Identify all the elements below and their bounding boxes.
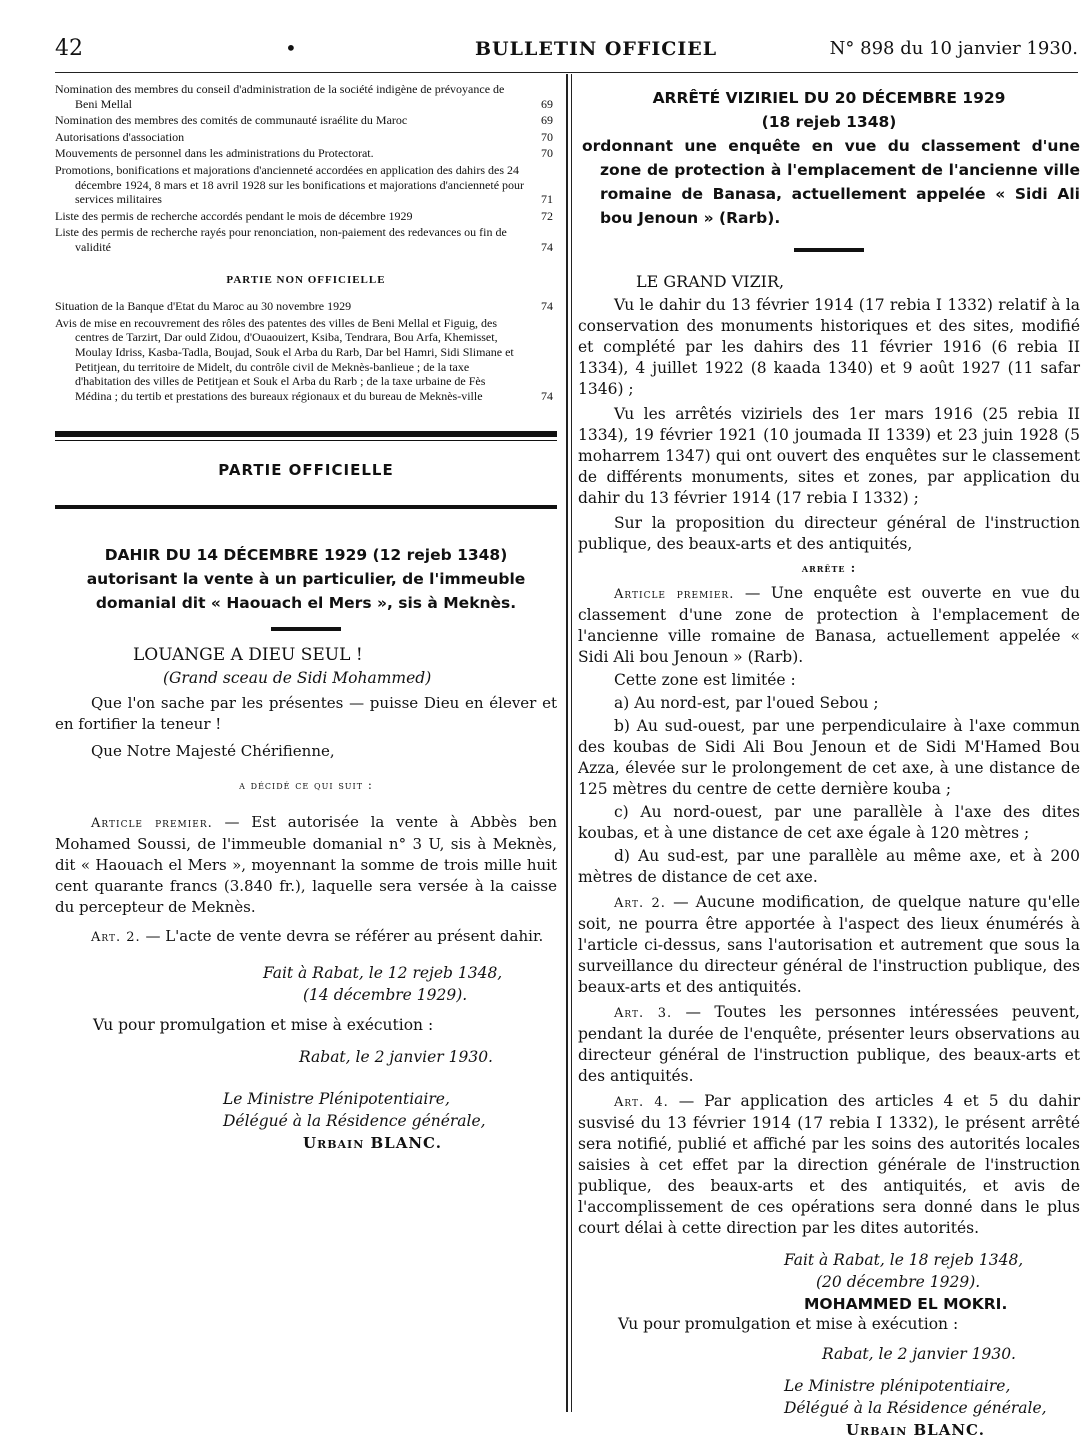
header-bullet: • [285,36,297,60]
toc-item-text: Promotions, bonifications et majorations d'ancienneté accordées en application des dahirs des 24 décembre 1924, 8 mars et 18 avril 1928 sur les bonifications et majorations d'ancienneté pour services militaires [55,162,525,207]
column-divider-thin [571,74,572,1412]
toc-item [55,299,557,314]
toc-item-page: 74 [541,388,553,403]
dahir-paragraph: Que l'on sache par les présentes — puisse Dieu en élever et en fortifier la teneur ! [55,694,557,734]
promulgation: Vu pour promulgation et mise à exécution : [93,1016,434,1035]
dahir-article-1 [55,812,557,918]
toc-item [55,225,557,254]
minister-title: Le Ministre plénipotentiaire, [784,1377,1011,1395]
toc-item-text: Mouvements de personnel dans les administrations du Protectorat. [55,146,374,161]
dahir-article [55,543,557,1152]
decide-heading: a décidé ce qui suit : [239,778,373,793]
arrete-paragraph: Vu le dahir du 13 février 1914 (17 rebia I 1332) relatif à la conservation des monuments historiques et des sites, modifié et complété par les dahirs des 11 février 1916 (6 rebia II 1334), 4 juillet 1922 (8 kaada 1340) et 9 août 1927 (11 safar 1346) ; [578,296,1080,398]
left-column [55,82,557,1152]
grand-vizir: LE GRAND VIZIR, [636,272,785,291]
arrete-heading: arrête : [801,561,857,575]
limit-a: a) Au nord-est, par l'oued Sebou ; [614,694,879,712]
sceau: (Grand sceau de Sidi Mohammed) [163,669,432,688]
publication-title: BULLETIN OFFICIEL [475,38,718,60]
arrete-article-2 [578,892,1080,998]
header-rule [55,72,1078,73]
toc-item-page: 70 [541,129,553,144]
table-of-contents [55,82,557,403]
signature-place: Fait à Rabat, le 18 rejeb 1348, [784,1251,1024,1269]
arrete-article-1 [578,583,1080,668]
minister-role: Délégué à la Résidence générale, [223,1112,486,1131]
arrete-article-4 [578,1091,1080,1239]
page-header [55,36,1078,70]
toc-item [55,146,557,161]
toc-item-page: 72 [541,208,553,223]
toc-item-text: Nomination des membres des comités de communauté israélite du Maroc [55,113,408,128]
minister-name: Urbain BLANC. [303,1134,442,1153]
zone-limits: Cette zone est limitée : [614,671,796,689]
dahir-title: DAHIR DU 14 DÉCEMBRE 1929 (12 rejeb 1348) [104,546,508,565]
right-column [578,86,1080,1439]
dahir-subtitle: autorisant la vente à un particulier, de l'immeuble domanial dit « Haouach el Mers », sis à Meknès. [86,570,526,613]
article-label: Art. 2. [614,896,666,911]
arrete-paragraph: Sur la proposition du directeur général de l'instruction publique, des beaux-arts et des antiquités, [578,514,1080,553]
article-text: — Par application des articles 4 et 5 du dahir susvisé du 13 février 1914 (17 rebia I 1332), le présent arrêté sera notifié, publié et affiché par les soins des autorités locales saisies à cet effet par la direction générale de l'instruction publique, des beaux-arts et des antiquités, et avis de l'accomplissement de ces opérations sera donné dans le plus court délai à cette direction par les dites autorités. [578,1092,1080,1237]
toc-item [55,113,557,128]
toc-item-page: 70 [541,146,553,161]
non-official-heading: PARTIE NON OFFICIELLE [226,273,386,286]
dahir-article-2 [55,926,557,948]
minister-name: Urbain BLANC. [846,1421,985,1439]
article-label: Article premier. [614,587,735,602]
toc-item-text: Liste des permis de recherche accordés pendant le mois de décembre 1929 [55,208,413,223]
arrete-date-hijri: (18 rejeb 1348) [761,113,897,131]
toc-item [55,163,557,207]
article-text: — Toutes les personnes intéressées peuvent, pendant la durée de l'enquête, présenter leurs observations au directeur général de l'instruction publique, des beaux-arts et des antiquités. [578,1003,1080,1085]
toc-item-page: 74 [541,239,553,254]
title-separator [794,248,864,252]
louange: LOUANGE A DIEU SEUL ! [133,645,363,666]
arrete-article-3 [578,1002,1080,1087]
limit-b: b) Au sud-ouest, par une perpendiculaire à l'axe commun des koubas de Sidi Ali Bou Jenoun et de Sidi M'Hamed Bou Azza, élevée sur le prolongement de cet axe, à une distance de 125 mètres du centre de cette dernière kouba ; [578,717,1080,798]
toc-item-text: Liste des permis de recherche rayés pour renonciation, non-paiement des redevances ou fin de validité [55,225,507,254]
toc-item [55,209,557,224]
minister-title: Le Ministre Plénipotentiaire, [223,1090,450,1109]
promulgation-date: Rabat, le 2 janvier 1930. [299,1048,493,1067]
signature-date: (20 décembre 1929). [816,1273,981,1291]
section-rule [55,505,557,509]
dahir-paragraph: Que Notre Majesté Chérifienne, [91,742,335,761]
article-text: — Aucune modification, de quelque nature qu'elle soit, ne pourra être apportée à l'aspect des lieux énumérés à l'article ci-dessus, sans l'autorisation et autrement que sous la surveillance du directeur général de l'instruction publique, des beaux-arts et des antiquités. [578,893,1080,996]
toc-item-text: Avis de mise en recouvrement des rôles des patentes des villes de Beni Mellal et Figuig, des centres de Tarzirt, Dar ould Zidou, d'Ouaouizert, Ksiba, Tendrara, Bou Arfa, Khemisset, Moulay Idriss, Kasba-Tadla, Boujad, Souk el Arba du Rarb, Dar bel Hamri, Sidi Slimane et Petitjean, du territoire de Midelt, du contrôle civil de Meknès-banlieue ; de la taxe d'habitation des villes de Petitjean et Souk el Arba du Rarb ; de la taxe urbaine de Fès Médina ; du tertib et prestations des bureaux régionaux et du bureau de Meknès-ville [55,315,514,403]
article-text: — L'acte de vente devra se référer au présent dahir. [140,927,544,946]
title-separator [271,627,341,631]
limit-c: c) Au nord-ouest, par une parallèle à l'axe des dites koubas, et à une distance de cet axe égale à 120 mètres ; [578,803,1080,842]
arrete-title: ARRÊTÉ VIZIRIEL DU 20 DÉCEMBRE 1929 [652,89,1006,107]
toc-item-page: 69 [541,113,553,128]
signature-place: Fait à Rabat, le 12 rejeb 1348, [263,964,503,983]
minister-role: Délégué à la Résidence générale, [784,1399,1047,1417]
article-text: — Est autorisée la vente à Abbès ben Mohamed Soussi, de l'immeuble domanial n° 3 U, sis à Meknès, dit « Haouach el Mers », moyennant la somme de trois mille huit cent quarante francs (3.840 fr.), laquelle sera versée à la caisse du percepteur de Meknès. [55,813,557,917]
article-label: Art. 3. [614,1006,673,1021]
column-divider [566,74,568,1412]
section-rule-thick [55,431,557,437]
signer-name: MOHAMMED EL MOKRI. [804,1295,1008,1313]
section-rule-thin [55,440,557,441]
article-text: — Une enquête est ouverte en vue du classement d'une zone de protection à l'emplacement de l'ancienne ville romaine de Banasa, actuellement appelée « Sidi Ali bou Jenoun » (Rarb). [578,584,1080,666]
section-heading: PARTIE OFFICIELLE [218,461,394,480]
toc-item [55,130,557,145]
article-label: Article premier. [91,816,213,832]
toc-item [55,316,557,404]
article-label: Art. 2. [91,930,141,946]
promulgation-date: Rabat, le 2 janvier 1930. [822,1345,1016,1363]
issue-number: N° 898 du 10 janvier 1930. [829,38,1078,59]
toc-item-page: 74 [541,299,553,314]
limit-d: d) Au sud-est, par une parallèle au même axe, et à 200 mètres de distance de cet axe. [578,847,1080,886]
arrete-subtitle: ordonnant une enquête en vue du classement d'une zone de protection à l'emplacement de l'ancienne ville romaine de Banasa, actuellement appelée « Sidi Ali bou Jenoun » (Rarb). [582,137,1080,227]
toc-item-text: Autorisations d'association [55,129,185,144]
toc-item [55,82,557,111]
article-label: Art. 4. [614,1095,669,1110]
toc-item-page: 69 [541,96,553,111]
arrete-paragraph: Vu les arrêtés viziriels des 1er mars 1916 (25 rebia II 1334), 19 février 1921 (10 joumada II 1339) et 23 juin 1928 (5 moharrem 1347) qui ont ouvert des enquêtes sur le classement de différents monuments, sites et zones, par application du dahir du 13 février 1914 (17 rebia I 1332) ; [578,405,1080,507]
promulgation: Vu pour promulgation et mise à exécution : [618,1315,959,1333]
toc-item-page: 71 [541,192,553,207]
toc-item-text: Situation de la Banque d'Etat du Maroc au 30 novembre 1929 [55,299,352,314]
toc-item-text: Nomination des membres du conseil d'administration de la société indigène de prévoyance de Beni Mellal [55,82,505,111]
signature-date: (14 décembre 1929). [303,986,468,1005]
page-number: 42 [55,36,83,61]
